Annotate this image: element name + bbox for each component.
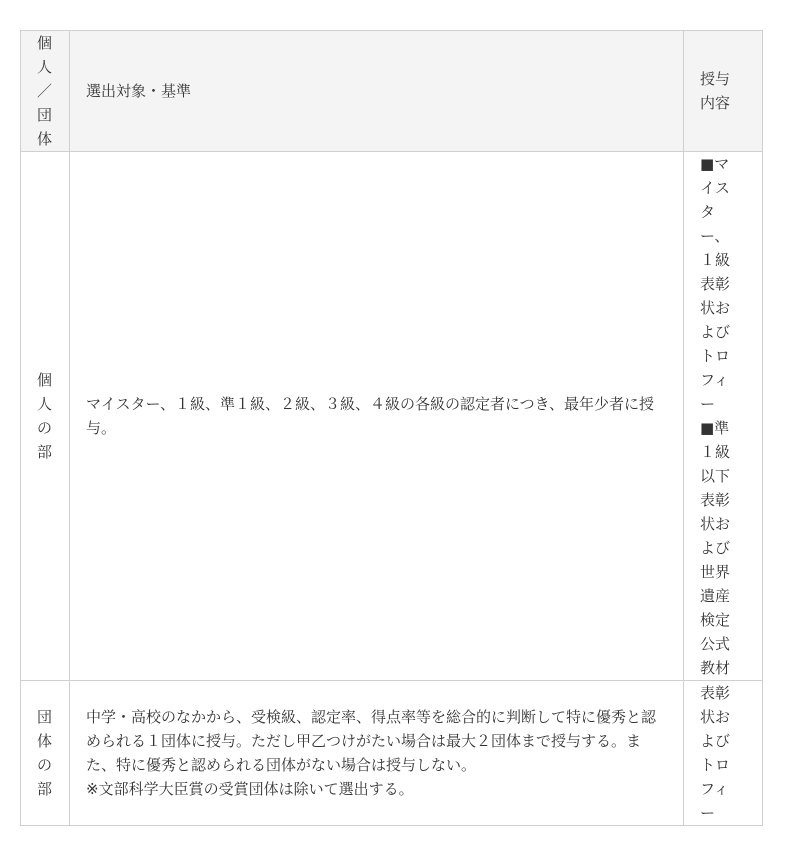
award-text: 表彰状およびトロフィー: [700, 684, 731, 822]
award-group: [684, 681, 763, 826]
table-row: [21, 152, 763, 681]
criteria-group: [70, 681, 684, 826]
criteria-text: マイスター、１級、準１級、２級、３級、４級の各級の認定者につき、最年少者に授与。: [86, 395, 655, 437]
header-category: 個人／団体: [21, 31, 70, 152]
award-text: ■マイスター、１級表彰状およびトロフィー: [700, 155, 731, 413]
category-group: 団体の部: [21, 681, 70, 826]
criteria-note: ※文部科学大臣賞の受賞団体は除いて選出する。: [86, 780, 414, 798]
criteria-text: 中学・高校のなかから、受検級、認定率、得点率等を総合的に判断して特に優秀と認められる１団体に授与。ただし甲乙つけがたい場合は最大２団体まで授与する。また、特に優秀と認められる団体がない場合は授与しない。: [86, 708, 657, 774]
criteria-individual: [70, 152, 684, 681]
award-text: ■準１級以下表彰状および世界遺産検定公式教材: [700, 419, 731, 677]
category-individual: 個人の部: [21, 152, 70, 681]
award-individual: [684, 152, 763, 681]
header-criteria: 選出対象・基準: [70, 31, 684, 152]
header-award: 授与内容: [684, 31, 763, 152]
award-table: [20, 30, 763, 826]
table-row: [21, 681, 763, 826]
table-header-row: [21, 31, 763, 152]
